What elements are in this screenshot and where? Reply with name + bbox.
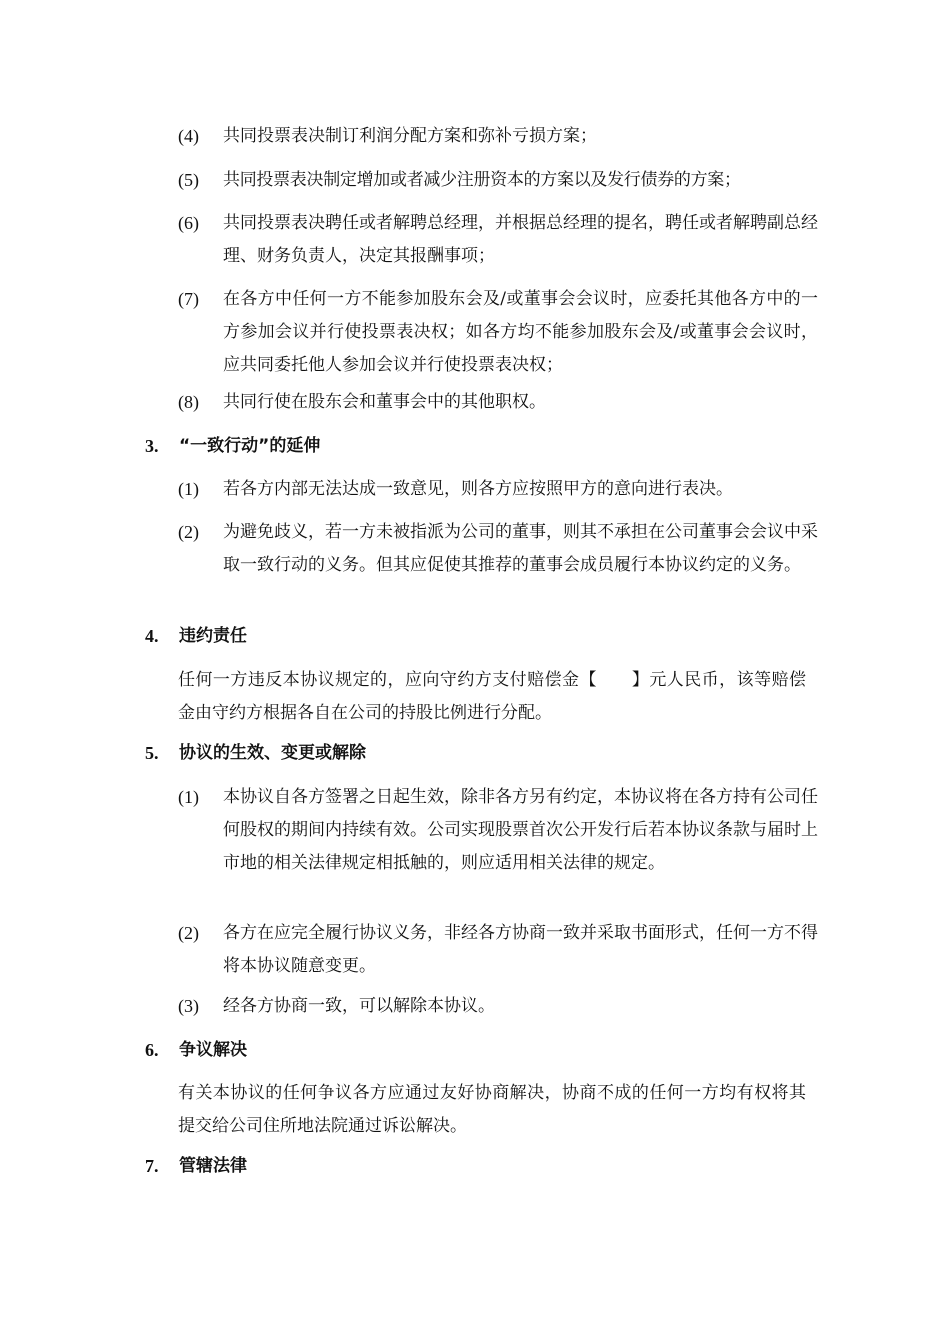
section-title: 违约责任 (179, 626, 247, 646)
section-title: “一致行动”的延伸 (179, 436, 321, 456)
item-number: (6) (178, 213, 199, 233)
section-paragraph: 有关本协议的任何争议各方应通过友好协商解决，协商不成的任何一方均有权将其提交给公司住所地法院通过诉讼解决。 (178, 1083, 806, 1136)
section-number: 5. (145, 743, 159, 763)
section-number: 6. (145, 1040, 159, 1060)
item-text: 在各方中任何一方不能参加股东会及/或董事会会议时，应委托其他各方中的一方参加会议并行使投票表决权；如各方均不能参加股东会及/或董事会会议时，应共同委托他人参加会议并行使投票表决权； (223, 289, 818, 375)
clause-item (178, 164, 818, 197)
item-text: 共同投票表决制定增加或者减少注册资本的方案以及发行债券的方案； (223, 170, 741, 190)
section-heading-3 (145, 430, 825, 463)
section-heading-6 (145, 1034, 825, 1067)
clause-item (178, 283, 818, 382)
section-number: 7. (145, 1156, 159, 1176)
clause-item (178, 990, 818, 1023)
clause-item (178, 516, 818, 582)
section-heading-5 (145, 737, 825, 770)
section-paragraph: 任何一方违反本协议规定的，应向守约方支付赔偿金【 】元人民币，该等赔偿金由守约方根据各自在公司的持股比例进行分配。 (178, 670, 806, 723)
item-number: (7) (178, 289, 199, 309)
item-number: (2) (178, 522, 199, 542)
section-heading-7 (145, 1150, 825, 1183)
item-text: 各方在应完全履行协议义务，非经各方协商一致并采取书面形式，任何一方不得将本协议随意变更。 (223, 923, 818, 976)
clause-item (178, 386, 818, 419)
section-title: 管辖法律 (179, 1156, 247, 1176)
section-number: 3. (145, 436, 159, 456)
clause-item (178, 207, 818, 273)
item-text: 共同投票表决聘任或者解聘总经理，并根据总经理的提名，聘任或者解聘副总经理、财务负责人，决定其报酬事项； (223, 213, 818, 266)
section-title: 协议的生效、变更或解除 (179, 743, 366, 763)
item-text: 本协议自各方签署之日起生效，除非各方另有约定，本协议将在各方持有公司任何股权的期间内持续有效。公司实现股票首次公开发行后若本协议条款与届时上市地的相关法律规定相抵触的，则应适用相关法律的规定。 (223, 787, 818, 873)
item-number: (3) (178, 996, 199, 1016)
item-number: (1) (178, 787, 199, 807)
item-number: (4) (178, 126, 199, 146)
item-number: (2) (178, 923, 199, 943)
item-text: 经各方协商一致，可以解除本协议。 (223, 996, 495, 1016)
section-number: 4. (145, 626, 159, 646)
clause-item (178, 917, 818, 983)
item-text: 若各方内部无法达成一致意见，则各方应按照甲方的意向进行表决。 (223, 479, 733, 499)
section-title: 争议解决 (179, 1040, 247, 1060)
section-heading-4 (145, 620, 825, 653)
item-number: (5) (178, 170, 199, 190)
clause-item (178, 120, 818, 153)
item-text: 共同投票表决制订利润分配方案和弥补亏损方案； (223, 126, 597, 146)
item-number: (8) (178, 392, 199, 412)
clause-item (178, 781, 818, 880)
item-text: 为避免歧义，若一方未被指派为公司的董事，则其不承担在公司董事会会议中采取一致行动的义务。但其应促使其推荐的董事会成员履行本协议约定的义务。 (223, 522, 818, 575)
item-text: 共同行使在股东会和董事会中的其他职权。 (223, 392, 546, 412)
clause-item (178, 473, 818, 506)
item-number: (1) (178, 479, 199, 499)
